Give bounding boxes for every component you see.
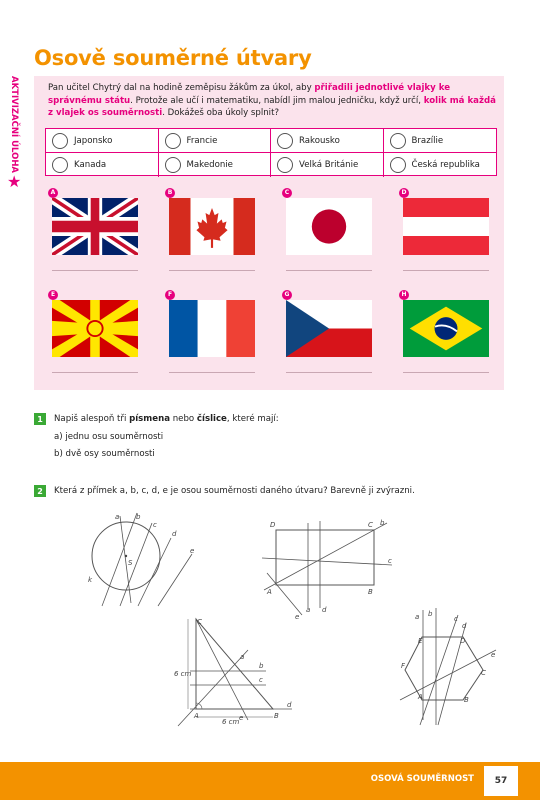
side-label-text: AKTIVIZAČNÍ ÚLOHA <box>9 76 19 174</box>
figure-circle <box>80 508 210 608</box>
answer-line[interactable] <box>286 270 372 271</box>
answer-circle[interactable] <box>390 133 406 149</box>
task-2 <box>34 485 504 501</box>
answer-circle[interactable] <box>52 133 68 149</box>
figure-label: C <box>197 618 202 626</box>
answer-line[interactable] <box>286 372 372 373</box>
figure-label: d <box>172 530 177 538</box>
answer-circle[interactable] <box>165 133 181 149</box>
flag-letter: D <box>399 188 409 198</box>
country-name: Francie <box>186 135 218 146</box>
figure-label: c <box>153 521 157 529</box>
flag-czech-republic <box>286 300 372 357</box>
page-number: 57 <box>484 766 518 796</box>
figure-hexagon <box>398 605 500 727</box>
figure-label: a <box>415 613 420 621</box>
flag-japan <box>286 198 372 255</box>
country-name: Kanada <box>74 160 107 170</box>
task-number: 1 <box>34 413 46 425</box>
figure-label: F <box>401 662 406 670</box>
figure-label: c <box>259 676 263 684</box>
figure-label: C <box>481 669 486 677</box>
page-title: Osově souměrné útvary <box>34 46 312 70</box>
intro-highlight: kolik má každá z vlajek os souměrnosti <box>48 95 496 118</box>
figure-label: d <box>462 622 467 630</box>
figure-label: e <box>491 651 496 659</box>
task-text-bold: číslice <box>196 414 227 424</box>
figure-label: 6 cm <box>174 670 192 678</box>
figure-label: D <box>270 521 276 529</box>
country-name: Rakousko <box>299 135 340 146</box>
task-text: Která z přímek a, b, c, d, e je osou souměrnosti daného útvaru? Barevně ji zvýrazni. <box>54 486 415 496</box>
figure-label: c <box>454 615 458 623</box>
figure-label: d <box>287 701 292 709</box>
chapter-title: OSOVÁ SOUMĚRNOST <box>370 774 474 784</box>
figure-label: e <box>239 714 244 722</box>
figure-label: b <box>380 519 385 527</box>
intro-highlight: přiřadili jednotlivé vlajky ke správnému státu <box>48 83 451 106</box>
task-text-part: , které mají: <box>226 414 279 424</box>
figure-triangle <box>170 612 305 727</box>
figure-label: b <box>428 610 433 618</box>
country-option[interactable] <box>159 153 272 177</box>
flag-letter: C <box>282 188 292 198</box>
figure-label: S <box>128 559 133 567</box>
country-option[interactable] <box>46 153 159 177</box>
country-option[interactable] <box>384 129 497 153</box>
figure-label: b <box>259 662 264 670</box>
flag-letter: A <box>48 188 58 198</box>
task-item: a) jednu osu souměrnosti <box>54 432 164 442</box>
country-option[interactable] <box>384 153 497 177</box>
figure-label: A <box>418 693 423 701</box>
answer-circle[interactable] <box>277 133 293 149</box>
flag-canada <box>169 198 255 255</box>
figure-label: B <box>274 712 279 720</box>
country-name: Brazílie <box>411 135 444 146</box>
flag-letter: B <box>165 188 175 198</box>
task-text-part: Napiš alespoň tři <box>54 414 130 424</box>
flag-brazil <box>403 300 489 357</box>
figure-label: E <box>418 637 423 645</box>
task-text-bold: písmena <box>129 414 170 424</box>
flag-france <box>169 300 255 357</box>
star-icon: ★ <box>7 172 22 191</box>
activity-panel <box>34 76 504 390</box>
figure-label: k <box>88 576 93 584</box>
answer-line[interactable] <box>403 270 489 271</box>
task-number: 2 <box>34 485 46 497</box>
figure-label: c <box>388 557 392 565</box>
figure-label: A <box>267 588 272 596</box>
figure-label: a <box>115 513 120 521</box>
flag-austria <box>403 198 489 255</box>
figure-rectangle <box>262 513 402 623</box>
task-1 <box>34 413 504 463</box>
country-option[interactable] <box>271 153 384 177</box>
flag-letter: E <box>48 290 58 300</box>
task-text-part: nebo <box>170 414 197 424</box>
figure-label: C <box>368 521 373 529</box>
country-name: Velká Británie <box>299 160 359 170</box>
answer-line[interactable] <box>169 270 255 271</box>
activity-intro <box>48 82 496 120</box>
answer-line[interactable] <box>52 372 138 373</box>
answer-line[interactable] <box>403 372 489 373</box>
country-option[interactable] <box>271 129 384 153</box>
answer-circle[interactable] <box>277 157 293 173</box>
country-name: Japonsko <box>74 135 113 146</box>
task-item: b) dvě osy souměrnosti <box>54 449 155 459</box>
side-label <box>3 76 25 196</box>
flag-letter: G <box>282 290 292 300</box>
figure-label: e <box>295 613 300 621</box>
figure-label: d <box>322 606 327 614</box>
country-name: Makedonie <box>186 160 233 170</box>
answer-line[interactable] <box>169 372 255 373</box>
country-name: Česká republika <box>411 160 480 170</box>
intro-part: . Dokážeš oba úkoly splnit? <box>162 108 280 118</box>
country-option[interactable] <box>159 129 272 153</box>
figure-label: B <box>368 588 373 596</box>
intro-part: Pan učitel Chytrý dal na hodině zeměpisu žákům za úkol, aby <box>48 83 315 93</box>
flag-letter: F <box>165 290 175 300</box>
page-footer <box>0 762 540 800</box>
country-table <box>45 128 497 176</box>
figure-label: B <box>464 696 469 704</box>
country-option[interactable] <box>46 129 159 153</box>
figure-label: 6 cm <box>222 718 240 726</box>
answer-circle[interactable] <box>52 157 68 173</box>
intro-part: . Protože ale učí i matematiku, nabídl jim malou jedničku, když určí, <box>130 95 424 106</box>
flag-macedonia <box>52 300 138 357</box>
figure-label: D <box>460 637 466 645</box>
answer-circle[interactable] <box>390 157 406 173</box>
task-text <box>54 414 279 424</box>
figure-label: A <box>194 712 199 720</box>
figure-label: e <box>190 547 195 555</box>
figure-label: a <box>240 653 245 661</box>
answer-circle[interactable] <box>165 157 181 173</box>
figure-label: a <box>306 606 311 614</box>
flag-united-kingdom <box>52 198 138 255</box>
flag-letter: H <box>399 290 409 300</box>
figure-label: b <box>136 513 141 521</box>
answer-line[interactable] <box>52 270 138 271</box>
